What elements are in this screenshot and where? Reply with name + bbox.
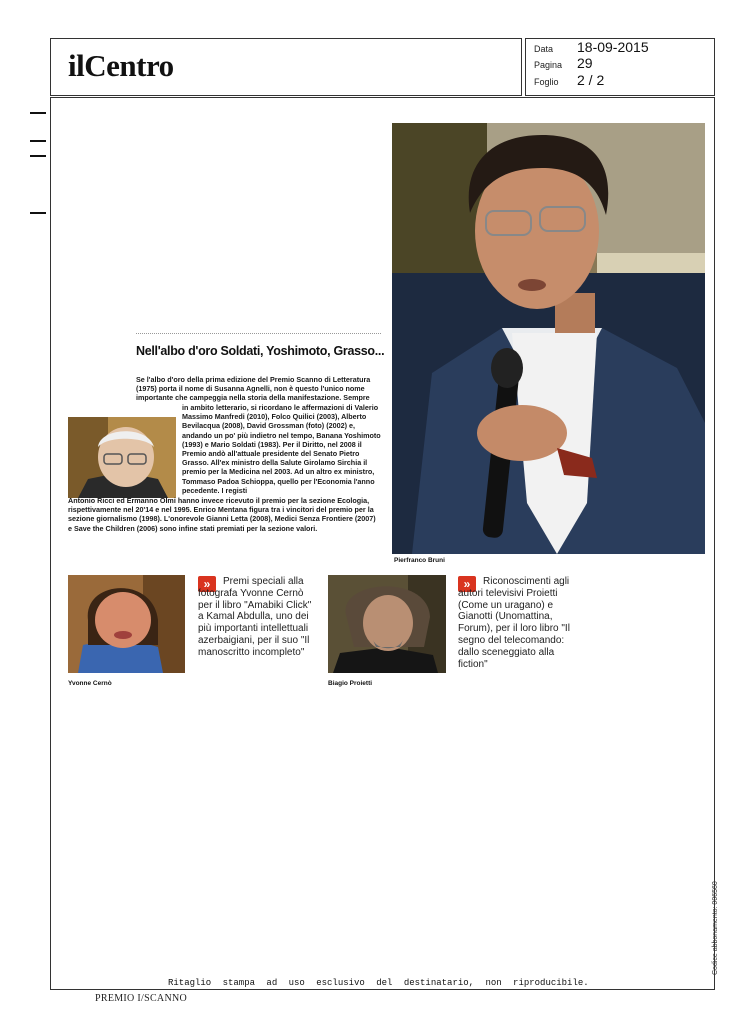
subscription-code: Codice abbonamento: 006560 [712,881,719,975]
page-value: 29 [577,55,593,71]
main-photo [392,123,705,554]
sheet-label: Foglio [534,77,559,87]
chevron-right-icon: » [198,576,216,592]
reproduction-notice: Ritaglio stampa ad uso esclusivo del destinatario, non riproducibile. [168,978,589,988]
article-body-intro: Se l'albo d'oro della prima edizione del Premio Scanno di Letteratura (1975) porta il nome di Susanna Agnelli, non è questo l'unico nome importante che campeggia nella storia della manifestazione. Sempre [136,375,371,403]
margin-tick [30,155,46,157]
logo-prefix: il [68,48,85,83]
biagio-photo [328,575,446,673]
biagio-caption: Biagio Proietti [328,680,373,687]
main-photo-caption: Pierfranco Bruni [394,557,445,564]
logo-main: Centro [84,48,174,83]
article-body-side: in ambito letterario, si ricordano le affermazioni di Valerio Massimo Manfredi (2010), Folco Quilici (2003), Alberto Bevilacqua (2008), David Grossman (foto) (2002) e, andando un po' più indietro nel tempo, Banana Yoshimoto (1993) e Mario Soldati (1983). Per il Diritto, nel 2008 il Premio andò all'attuale presidente del Senato Pietro Grasso. All'ex ministro della Salute Girolamo Sirchia il premio per la Medicina nel 2003. Ad un altro ex ministro, Tommaso Padoa Schioppa, quello per l'Economia l'anno pecedente. I registi [182,403,381,495]
margin-tick [30,112,46,114]
teaser-text: Riconoscimenti agli autori televisivi Proietti (Come un uragano) e Gianotti (Unomattina, Forum), per il loro libro "Il segno del telecomando: dallo sceneggiato alla fiction" [458,576,570,670]
sheet-value: 2 / 2 [577,72,605,88]
margin-tick [30,140,46,142]
grossman-photo [68,417,176,498]
yvonne-photo [68,575,185,673]
teaser-text: Premi speciali alla fotografa Yvonne Cernò per il libro "Amabiki Click" a Kamal Abdulla, uno dei più importanti intellettuali azerbaigiani, per il suo "Il manoscritto incompleto" [198,576,312,658]
margin-tick [30,212,46,214]
newspaper-logo [68,48,174,84]
date-value: 18-09-2015 [577,39,649,55]
yvonne-caption: Yvonne Cernò [68,680,112,687]
date-label: Data [534,44,554,54]
headline-rule [136,333,381,335]
client-label: PREMIO I/SCANNO [95,993,188,1004]
page-label: Pagina [534,60,563,70]
article-headline: Nell'albo d'oro Soldati, Yoshimoto, Grasso... [136,344,385,358]
article-body-rest: Antonio Ricci ed Ermanno Olmi hanno invece ricevuto il premio per la sezione Ecologia, rispettivamente nel 20'14 e nel 1995. Enrico Mentana figura tra i vincitori del premio per la sezione giornalismo (1998). L'onorevole Gianni Letta (2008), Medici Senza Frontiere (2007) e Save the Children (2006) sono infine stati premiati per la sezione valori. [68,496,376,533]
chevron-right-icon: » [458,576,476,592]
